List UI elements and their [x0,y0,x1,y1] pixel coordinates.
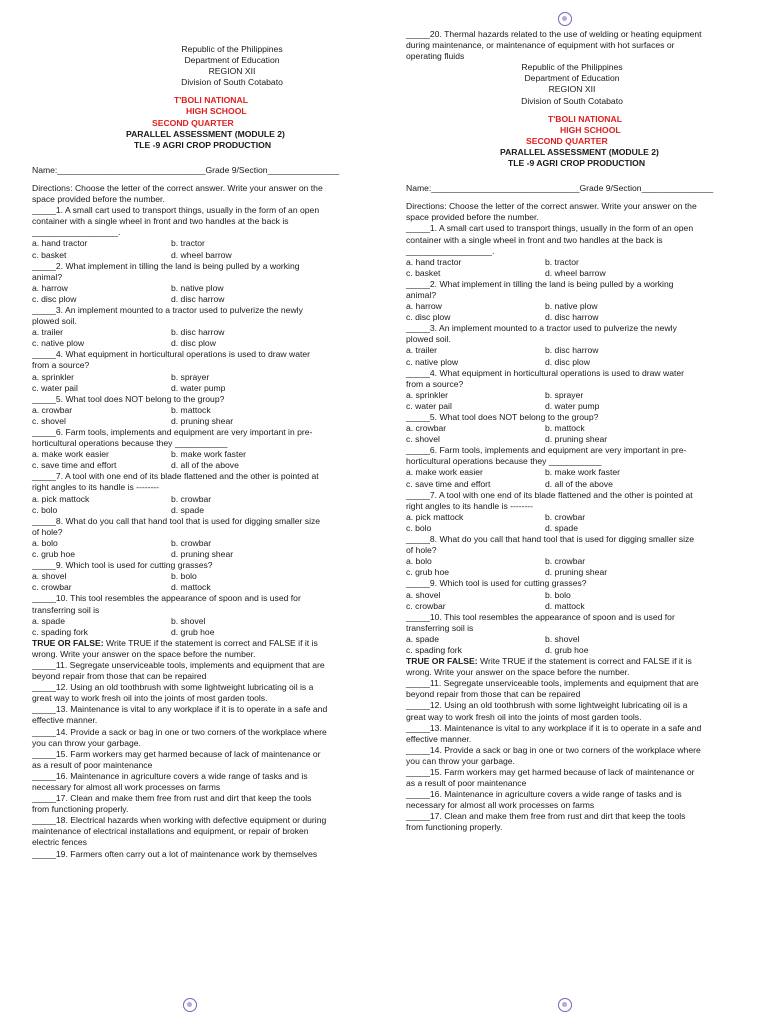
answer-choice: c. save time and effort [32,460,117,471]
question-text: _____8. What do you call that hand tool that is used for digging smaller size [32,515,321,526]
answer-choice: c. water pail [32,382,78,393]
answer-choice: c. shovel [406,434,440,445]
true-false-text: _____12. Using an old toothbrush with some lightweight lubricating oil is a [406,700,688,711]
answer-choice: c. crowbar [406,600,446,611]
answer-choice: c. spading fork [406,644,462,655]
true-false-text: beyond repair from those that can be repaired [32,671,207,682]
answer-choice: b. native plow [171,282,224,293]
true-false-text: _____15. Farm workers may get harmed because of lack of maintenance or [406,767,695,777]
question-text: _____10. This tool resembles the appearance of spoon and is used for [32,593,301,604]
answer-choice: c. basket [406,267,441,278]
true-false-text: _____14. Provide a sack or bag in one or two corners of the workplace where [406,744,701,755]
choice-row [32,616,362,627]
school-name: HIGH SCHOOL [560,124,621,135]
true-false-text: _____16. Maintenance in agriculture covers a wide range of tasks and is [32,770,308,781]
answer-choice: b. bolo [171,571,197,582]
tf-list [32,660,362,860]
question-text: _____4. What equipment in horticultural operations is used to draw water [32,349,311,360]
answer-choice: c. disc plow [32,293,77,304]
choice-row [406,357,734,368]
question-text: _____10. This tool resembles the appearance of spoon and is used for [406,611,675,622]
answer-choice: d. grub hoe [171,626,215,637]
header-line: REGION XII [208,66,256,77]
header-block [152,44,312,88]
left-page [32,44,362,860]
question-text: __________________. [32,227,121,238]
right-page [406,29,734,834]
choice-row [406,434,734,445]
question-text: operating fluids [406,51,465,62]
question-text: _____2. What implement in tilling the land is being pulled by a working [406,278,674,289]
choice-row [32,449,362,460]
true-false-text: maintenance of electrical installations and equipment, or repair of broken [32,826,309,837]
answer-choice: a. trailer [32,327,64,338]
question-text: _____2. What implement in tilling the land is being pulled by a working [32,260,300,271]
answer-choice: a. bolo [32,537,58,548]
choice-row [32,494,362,505]
choice-row [32,372,362,383]
answer-choice: c. native plow [406,356,459,367]
answer-choice: b. native plow [545,301,598,312]
answer-choice: c. grub hoe [32,549,75,560]
answer-choice: d. all of the above [171,460,239,471]
answer-choice: b. shovel [171,615,206,626]
directions: Directions: Choose the letter of the correct answer. Write your answer on the [406,201,697,212]
choice-row [32,327,362,338]
true-false-text: _____12. Using an old toothbrush with some lightweight lubricating oil is a [32,682,314,693]
question-text: _____3. An implement mounted to a tractor used to pulverize the newly [406,323,677,334]
answer-choice: a. crowbar [406,423,447,434]
choice-row [32,538,362,549]
subject-title: TLE -9 AGRI CROP PRODUCTION [134,139,272,150]
question-text: _____6. Farm tools, implements and equipment are very important in pre- [32,427,313,437]
answer-choice: a. hand tractor [32,238,88,249]
header-line: Division of South Cotabato [521,95,623,106]
deped-seal-icon [558,998,572,1012]
true-false-text: great way to work fresh oil into the joints of most garden tools. [32,693,268,704]
true-false-text: _____11. Segregate unserviceable tools, implements and equipment that are [406,678,699,689]
true-false-text: effective manner. [32,715,98,726]
directions: space provided before the number. [406,212,539,223]
question-text: horticultural operations because they ___________ [406,456,602,467]
answer-choice: c. save time and effort [406,478,491,489]
answer-choice: c. basket [32,249,67,260]
answer-choice: b. mattock [171,404,211,415]
header-line: Department of Education [184,55,280,66]
answer-choice: c. crowbar [32,582,72,593]
tf-intro: TRUE OR FALSE: Write TRUE if the statement is correct and FALSE if it is [406,656,692,667]
question-text: right angles to its handle is -------- [32,482,160,493]
true-false-text: beyond repair from those that can be repaired [406,689,581,700]
true-false-text: _____17. Clean and make them free from rust and dirt that keep the tools [32,793,312,804]
choice-row [406,479,734,490]
question-text: _____7. A tool with one end of its blade flattened and the other is pointed at [406,489,693,500]
header-line: Division of South Cotabato [181,77,283,88]
answer-choice: c. native plow [32,338,85,349]
question-text: of hole? [406,545,437,556]
answer-choice: d. wheel barrow [171,249,232,260]
answer-choice: a. bolo [406,556,432,567]
answer-choice: a. shovel [406,589,441,600]
tf-label: TRUE OR FALSE: [406,656,478,667]
choice-row [406,390,734,401]
header-line: Republic of the Philippines [521,62,623,73]
answer-choice: a. pick mattock [32,493,90,504]
question-text: _____6. Farm tools, implements and equipment are very important in pre- [406,445,687,456]
answer-choice: a. hand tractor [406,256,462,267]
question-text: from a source? [32,360,90,371]
header-line: Republic of the Philippines [181,44,283,54]
question-text: during maintenance, or maintenance of equipment with hot surfaces or [406,40,675,51]
answer-choice: d. mattock [545,600,585,611]
school-block [526,114,734,147]
answer-choice: a. harrow [32,282,68,293]
answer-choice: d. mattock [171,582,211,593]
answer-choice: d. disc plow [545,356,590,367]
choice-row [32,549,362,560]
assessment-title: PARALLEL ASSESSMENT (MODULE 2) [126,128,285,139]
answer-choice: c. water pail [406,400,452,411]
assessment-title: PARALLEL ASSESSMENT (MODULE 2) [500,146,659,157]
answer-choice: b. shovel [545,633,580,644]
answer-choice: c. bolo [32,504,58,515]
choice-row [32,383,362,394]
true-false-text: electric fences [32,837,87,848]
question-text: _____3. An implement mounted to a tractor used to pulverize the newly [32,304,303,315]
true-false-text: _____13. Maintenance is vital to any workplace if it is to operate in a safe and [32,704,328,715]
true-false-text: as a result of poor maintenance [406,778,527,789]
deped-seal-icon [558,12,572,26]
answer-choice: d. pruning shear [545,567,608,578]
choice-row [406,645,734,656]
true-false-text: from functioning properly. [406,822,503,833]
choice-row [32,250,362,261]
choice-row [406,512,734,523]
name-grade-line: Name:_______________________________Grade 9/Section_______________ [32,164,340,175]
quarter-label: SECOND QUARTER [526,135,608,146]
answer-choice: a. spade [406,633,439,644]
answer-choice: d. all of the above [545,478,613,489]
name-grade-line: Name:_______________________________Grade 9/Section_______________ [406,183,714,194]
answer-choice: d. water pump [545,400,600,411]
question-text: plowed soil. [406,334,451,345]
choice-row [32,294,362,305]
answer-choice: a. crowbar [32,404,73,415]
header-line: Department of Education [524,73,620,84]
answer-choice: a. make work easier [406,467,483,478]
title-block [500,147,734,169]
choice-row [406,401,734,412]
answer-choice: a. sprinkler [406,389,449,400]
choice-row [406,301,734,312]
question-list [406,223,734,656]
question-text: container with a single wheel in front and two handles at the back is [406,234,663,245]
answer-choice: d. pruning shear [171,549,234,560]
tf-intro: wrong. Write your answer on the space before the number. [406,667,630,678]
question-text: _____1. A small cart used to transport things, usually in the form of an open [406,223,694,234]
directions: space provided before the number. [32,194,165,205]
school-name: T'BOLI NATIONAL [174,95,248,106]
choice-row [406,601,734,612]
true-false-text: _____18. Electrical hazards when working with defective equipment or during [32,815,327,826]
directions: Directions: Choose the letter of the correct answer. Write your answer on the [32,182,323,193]
question-text: _____20. Thermal hazards related to the use of welding or heating equipment [406,29,702,39]
question-text: _____7. A tool with one end of its blade flattened and the other is pointed at [32,471,319,482]
choice-row [406,523,734,534]
answer-choice: d. pruning shear [545,434,608,445]
answer-choice: b. tractor [545,256,579,267]
tf-list [406,678,734,833]
question-text: _____5. What tool does NOT belong to the group? [32,393,225,404]
choice-row [32,582,362,593]
true-false-text: _____19. Farmers often carry out a lot of maintenance work by themselves [32,848,318,859]
choice-row [32,238,362,249]
question-text: _____8. What do you call that hand tool that is used for digging smaller size [406,534,695,545]
question-list [32,205,362,638]
question-text: transferring soil is [406,622,474,633]
answer-choice: d. water pump [171,382,226,393]
subject-title: TLE -9 AGRI CROP PRODUCTION [508,158,646,169]
true-false-text: _____16. Maintenance in agriculture covers a wide range of tasks and is [406,789,682,800]
tf-intro: TRUE OR FALSE: Write TRUE if the statement is correct and FALSE if it is [32,637,318,648]
true-false-text: _____17. Clean and make them free from rust and dirt that keep the tools [406,811,686,822]
answer-choice: b. crowbar [171,537,212,548]
answer-choice: c. spading fork [32,626,88,637]
answer-choice: b. disc harrow [171,327,225,338]
tf-intro: wrong. Write your answer on the space before the number. [32,648,256,659]
header-block [492,62,652,106]
choice-row [32,416,362,427]
answer-choice: a. shovel [32,571,67,582]
answer-choice: d. pruning shear [171,415,234,426]
true-false-text: from functioning properly. [32,804,129,815]
true-false-text: effective manner. [406,733,472,744]
question-text: transferring soil is [32,604,100,615]
answer-choice: b. sprayer [545,389,584,400]
question-text: animal? [406,289,437,300]
question-text: right angles to its handle is -------- [406,500,534,511]
answer-choice: d. grub hoe [545,644,589,655]
answer-choice: a. harrow [406,301,442,312]
answer-choice: b. make work faster [545,467,620,478]
answer-choice: d. spade [171,504,204,515]
question-text: __________________. [406,245,495,256]
answer-choice: d. disc harrow [171,293,225,304]
answer-choice: a. make work easier [32,449,109,460]
true-false-text: _____11. Segregate unserviceable tools, implements and equipment that are [32,659,325,670]
school-name: T'BOLI NATIONAL [548,113,622,124]
choice-row [406,567,734,578]
question-text: plowed soil. [32,316,77,327]
choice-row [406,268,734,279]
choice-row [32,338,362,349]
answer-choice: d. wheel barrow [545,267,606,278]
choice-row [32,505,362,516]
question-text: _____5. What tool does NOT belong to the group? [406,412,599,422]
choice-row [406,312,734,323]
answer-choice: a. trailer [406,345,438,356]
answer-choice: a. spade [32,615,65,626]
answer-choice: c. grub hoe [406,567,449,578]
true-false-text: _____15. Farm workers may get harmed because of lack of maintenance or [32,748,321,759]
choice-row [406,257,734,268]
answer-choice: b. crowbar [171,493,212,504]
choice-row [406,423,734,434]
true-false-text: you can throw your garbage. [32,737,141,748]
answer-choice: d. spade [545,522,578,533]
choice-row [406,634,734,645]
answer-choice: a. sprinkler [32,371,75,382]
answer-choice: b. tractor [171,238,205,249]
answer-choice: d. disc plow [171,338,216,349]
answer-choice: c. bolo [406,522,432,533]
question-text: _____1. A small cart used to transport things, usually in the form of an open [32,205,320,216]
true-false-text: you can throw your garbage. [406,755,515,766]
answer-choice: b. crowbar [545,511,586,522]
question-text: _____9. Which tool is used for cutting grasses? [406,578,587,589]
question-text: _____4. What equipment in horticultural operations is used to draw water [406,367,685,378]
choice-row [32,283,362,294]
choice-row [32,460,362,471]
true-false-text: necessary for almost all work processes on farms [32,782,221,792]
answer-choice: c. shovel [32,415,66,426]
true-false-text: _____14. Provide a sack or bag in one or two corners of the workplace where [32,726,327,737]
question-text: of hole? [32,526,63,537]
answer-choice: b. sprayer [171,371,210,382]
question-text: animal? [32,271,63,282]
answer-choice: b. crowbar [545,556,586,567]
answer-choice: b. mattock [545,423,585,434]
school-name: HIGH SCHOOL [186,106,247,117]
choice-row [406,556,734,567]
title-block [126,129,362,151]
quarter-label: SECOND QUARTER [152,117,234,128]
question-text: _____9. Which tool is used for cutting grasses? [32,560,213,571]
answer-choice: a. pick mattock [406,511,464,522]
choice-row [406,590,734,601]
answer-choice: d. disc harrow [545,312,599,323]
choice-row [406,467,734,478]
true-false-text: as a result of poor maintenance [32,759,153,770]
question-text: horticultural operations because they ___________ [32,438,228,449]
answer-choice: b. make work faster [171,449,246,460]
question-text: from a source? [406,378,464,389]
school-block [152,95,362,128]
deped-seal-icon [183,998,197,1012]
answer-choice: c. disc plow [406,312,451,323]
choice-row [32,571,362,582]
answer-choice: b. disc harrow [545,345,599,356]
question-text: container with a single wheel in front and two handles at the back is [32,216,289,227]
true-false-text: great way to work fresh oil into the joints of most garden tools. [406,711,642,722]
choice-row [32,405,362,416]
header-line: REGION XII [548,84,596,95]
answer-choice: b. bolo [545,589,571,600]
choice-row [406,345,734,356]
tf-label: TRUE OR FALSE: [32,637,104,648]
true-false-text: necessary for almost all work processes on farms [406,800,595,811]
choice-row [32,627,362,638]
true-false-text: _____13. Maintenance is vital to any workplace if it is to operate in a safe and [406,722,702,733]
